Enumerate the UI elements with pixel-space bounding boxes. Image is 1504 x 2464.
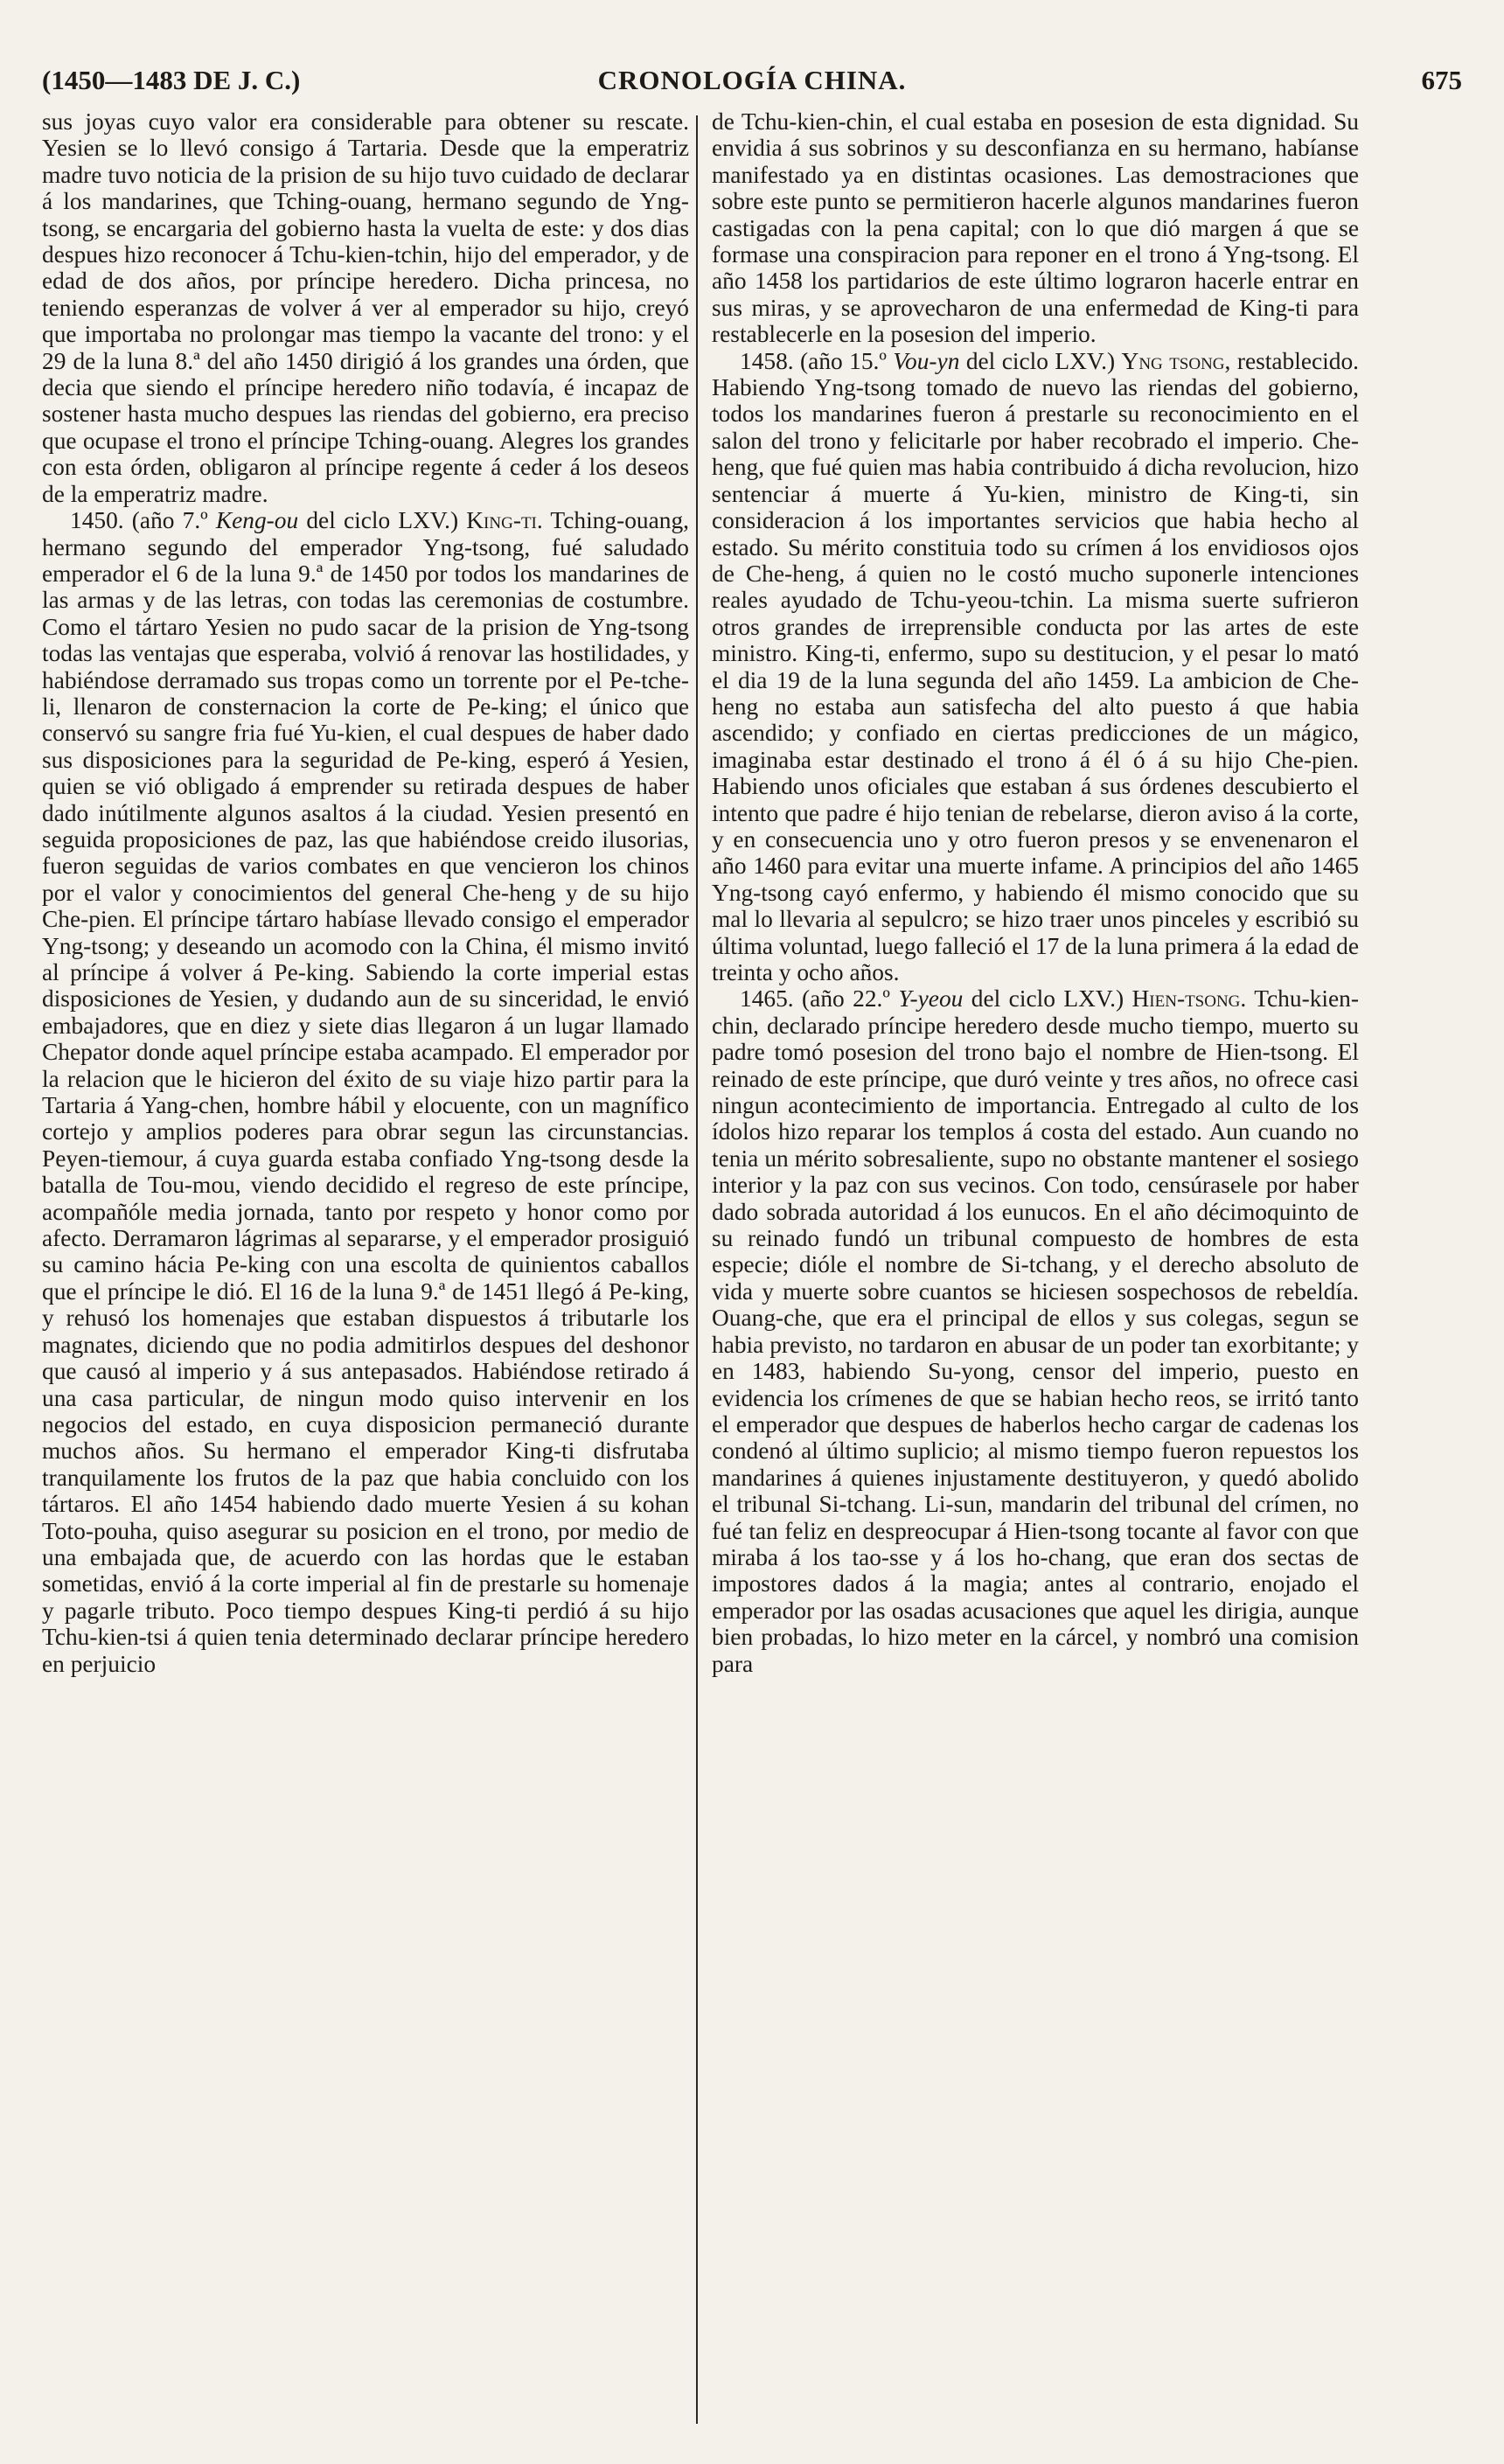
- entry-1465-era: Y-yeou: [898, 985, 964, 1013]
- entry-1458-body: restablecido. Habiendo Yng-tsong tomado de nuevo las riendas del gobierno, todos los mandarines fueron á prestarle su reconocimiento en el salon del trono y felicitarle por haber recobrado el imperio. Che-heng, que fué quien mas habia contribuido á dicha revolucion, hizo sentenciar á muerte á Yu-kien, ministro de King-ti, sin consideracion á los importantes servicios que habia hecho al estado. Su mérito constituia todo su crímen á los envidiosos ojos de Che-heng, á quien no le costó mucho suponerle intenciones reales ayudado de Tchu-yeou-tchin. La misma suerte sufrieron otros grandes de irreprensible conducta por las artes de este ministro. King-ti, enfermo, supo su destitucion, y el pesar lo mató el dia 19 de la luna segunda del año 1459. La ambicion de Che-heng no estaba aun satisfecha del alto puesto á que habia ascendido; y confiado en ciertas predicciones de un mágico, imaginaba estar destinado el trono á él ó á su hijo Che-pien. Habiendo unos oficiales que estaban á sus órdenes descubierto el intento que padre é hijo tenian de rebelarse, dieron aviso á la corte, y en consecuencia uno y otro fueron presos y se envenenaron el año 1460 para evitar una muerte infame. A principios del año 1465 Yng-tsong cayó enfermo, y habiendo él mismo conocido que su mal lo llevaria al sepulcro; se hizo traer unos pinceles y escribió su última voluntad, luego falleció el 17 de la luna primera á la edad de treinta y ocho años.: [712, 347, 1359, 985]
- entry-1450-cycle: del ciclo LXV.): [306, 507, 459, 534]
- right-paragraph-1458: [712, 348, 1359, 986]
- entry-1465-lead: 1465. (año 22.º: [740, 985, 890, 1013]
- right-column: [712, 108, 1359, 2434]
- entry-1450-era: Keng-ou: [215, 507, 299, 534]
- entry-1465-body: Tchu-kien-chin, declarado príncipe heredero desde mucho tiempo, muerto su padre tomó posesion del trono bajo el nombre de Hien-tsong. El reinado de este príncipe, que duró veinte y tres años, no ofrece casi ningun acontecimiento de importancia. Entregado al culto de los ídolos hizo reparar los templos á costa del estado. Aun cuando no tenia un mérito sobresaliente, supo no obstante mantener el sosiego interior y la paz con sus vecinos. Con todo, censúrasele por haber dado sobrada autoridad á los eunucos. En el año décimoquinto de su reinado fundó un tribunal compuesto de hombres de esta especie; dióle el nombre de Si-tchang, y el derecho absoluto de vida y muerte sobre cuantos se hiciesen sospechosos de rebeldía. Ouang-che, que era el principal de ellos y sus colegas, segun se habia previsto, no tardaron en abusar de un poder tan exorbitante; y en 1483, habiendo Su-yong, censor del imperio, puesto en evidencia los crímenes de que se habian hecho reos, se irritó tanto el emperador que despues de haberlos hecho cargar de cadenas los condenó al último suplicio; al mismo tiempo fueron repuestos los mandarines á quienes injustamente destituyeron, y quedó abolido el tribunal Si-tchang. Li-sun, mandarin del tribunal del crímen, no fué tan feliz en despreocupar á Hien-tsong tocante al favor con que miraba á los tao-sse y á los ho-chang, que eran dos sectas de impostores dados á la magia; antes al contrario, enojado el emperador por las osadas acusaciones que aquel les dirigia, aunque bien probadas, lo hizo meter en la cárcel, y nombró una comision para: [712, 985, 1359, 1677]
- right-paragraph-1: de Tchu-kien-chin, el cual estaba en posesion de esta dignidad. Su envidia á sus sobrinos y su desconfianza en su hermano, habíanse manifestado ya en distintas ocasiones. Las demostraciones que sobre este punto se permitieron hacerle algunos mandarines fueron castigadas con la pena capital; con lo que dió margen á que se formase una conspiracion para reponer en el trono á Yng-tsong. El año 1458 los partidarios de este último lograron hacerle entrar en sus miras, y se aprovecharon de una enfermedad de King-ti para restablecerle en la posesion del imperio.: [712, 108, 1359, 348]
- entry-1458-ruler: Yng tsong,: [1121, 347, 1231, 374]
- page-header: [42, 65, 1462, 108]
- entry-1458-cycle: del ciclo LXV.): [965, 347, 1116, 374]
- left-column: [42, 108, 689, 2434]
- header-date-range: (1450—1483 DE J. C.): [42, 65, 301, 95]
- entry-1458-era: Vou-yn: [893, 347, 960, 374]
- header-title: CRONOLOGÍA CHINA.: [597, 65, 907, 95]
- left-paragraph-1: sus joyas cuyo valor era considerable para obtener su rescate. Yesien se lo llevó consigo á Tartaria. Desde que la emperatriz madre tuvo noticia de la prision de su hijo tuvo cuidado de declarar á los mandarines, que Tching-ouang, hermano segundo de Yng-tsong, se encargaria del gobierno hasta la vuelta de este: y dos dias despues hizo reconocer á Tchu-kien-tchin, hijo del emperador, y de edad de dos años, por príncipe heredero. Dicha princesa, no teniendo esperanzas de volver á ver al emperador su hijo, creyó que importaba no prolongar mas tiempo la vacante del trono: y el 29 de la luna 8.ª del año 1450 dirigió á los grandes una órden, que decia que siendo el príncipe heredero niño todavía, é incapaz de sostener hasta mucho despues las riendas del gobierno, era preciso que ocupase el trono el príncipe Tching-ouang. Alegres los grandes con esta órden, obligaron al príncipe regente á ceder á los deseos de la emperatriz madre.: [42, 108, 689, 507]
- right-paragraph-1465: [712, 985, 1359, 1677]
- entry-1465-cycle: del ciclo LXV.): [971, 985, 1125, 1013]
- header-page-number: 675: [1421, 65, 1462, 95]
- entry-1458-lead: 1458. (año 15.º: [740, 347, 887, 374]
- entry-1450-ruler: King-ti.: [466, 507, 543, 534]
- entry-1465-ruler: Hien-tsong.: [1131, 985, 1247, 1013]
- entry-1450-body: Tching-ouang, hermano segundo del emperador Yng-tsong, fué saludado emperador el 6 de la luna 9.ª de 1450 por todos los mandarines de las armas y de las letras, con todas las ceremonias de costumbre. Como el tártaro Yesien no pudo sacar de la prision de Yng-tsong todas las ventajas que esperaba, volvió á renovar las hostilidades, y habiéndose derramado sus tropas como un torrente por el Pe-tche-li, llenaron de consternacion la corte de Pe-king; el único que conservó su sangre fria fué Yu-kien, el cual despues de haber dado sus disposiciones para la seguridad de Pe-king, esperó á Yesien, quien se vió obligado á emprender su retirada despues de haber dado inútilmente algunos asaltos á la ciudad. Yesien presentó en seguida proposiciones de paz, las que habiéndose creido ilusorias, fueron seguidas de varios combates en que vencieron los chinos por el valor y conocimientos del general Che-heng y de su hijo Che-pien. El príncipe tártaro habíase llevado consigo el emperador Yng-tsong; y deseando un acomodo con la China, él mismo invitó al príncipe á volver á Pe-king. Sabiendo la corte imperial estas disposiciones de Yesien, y dudando aun de su sinceridad, le envió embajadores, que en diez y siete dias llegaron á un lugar llamado Chepator donde aquel príncipe estaba acampado. El emperador por la relacion que le hicieron del éxito de su viaje hizo partir para la Tartaria á Yang-chen, hombre hábil y elocuente, con un magnífico cortejo y amplios poderes para obrar segun las circunstancias. Peyen-tiemour, á cuya guarda estaba confiado Yng-tsong desde la batalla de Tou-mou, viendo decidido el regreso de este príncipe, acompañóle media jornada, tanto por respeto y honor como por afecto. Derramaron lágrimas al separarse, y el emperador prosiguió su camino hácia Pe-king con una escolta de quinientos caballos que el príncipe le dió. El 16 de la luna 9.ª de 1451 llegó á Pe-king, y rehusó los homenajes que estaban dispuestos á tributarle los magnates, diciendo que no podia admitirlos despues del deshonor que causó al imperio y á sus antepasados. Habiéndose retirado á una casa particular, de ningun modo quiso intervenir en los negocios del estado, en cuya disposicion permaneció durante muchos años. Su hermano el emperador King-ti disfrutaba tranquilamente los frutos de la paz que habia concluido con los tártaros. El año 1454 habiendo dado muerte Yesien á su kohan Toto-pouha, quiso asegurar su posicion en el trono, por medio de una embajada que, de acuerdo con las hordas que le estaban sometidas, envió á la corte imperial al fin de prestarle su homenaje y pagarle tributo. Poco tiempo despues King-ti perdió á su hijo Tchu-kien-tsi á quien tenia determinado declarar príncipe heredero en perjuicio: [42, 507, 689, 1677]
- column-divider: [696, 115, 698, 2424]
- entry-1450-lead: 1450. (año 7.º: [70, 507, 208, 534]
- left-paragraph-1450: [42, 507, 689, 1677]
